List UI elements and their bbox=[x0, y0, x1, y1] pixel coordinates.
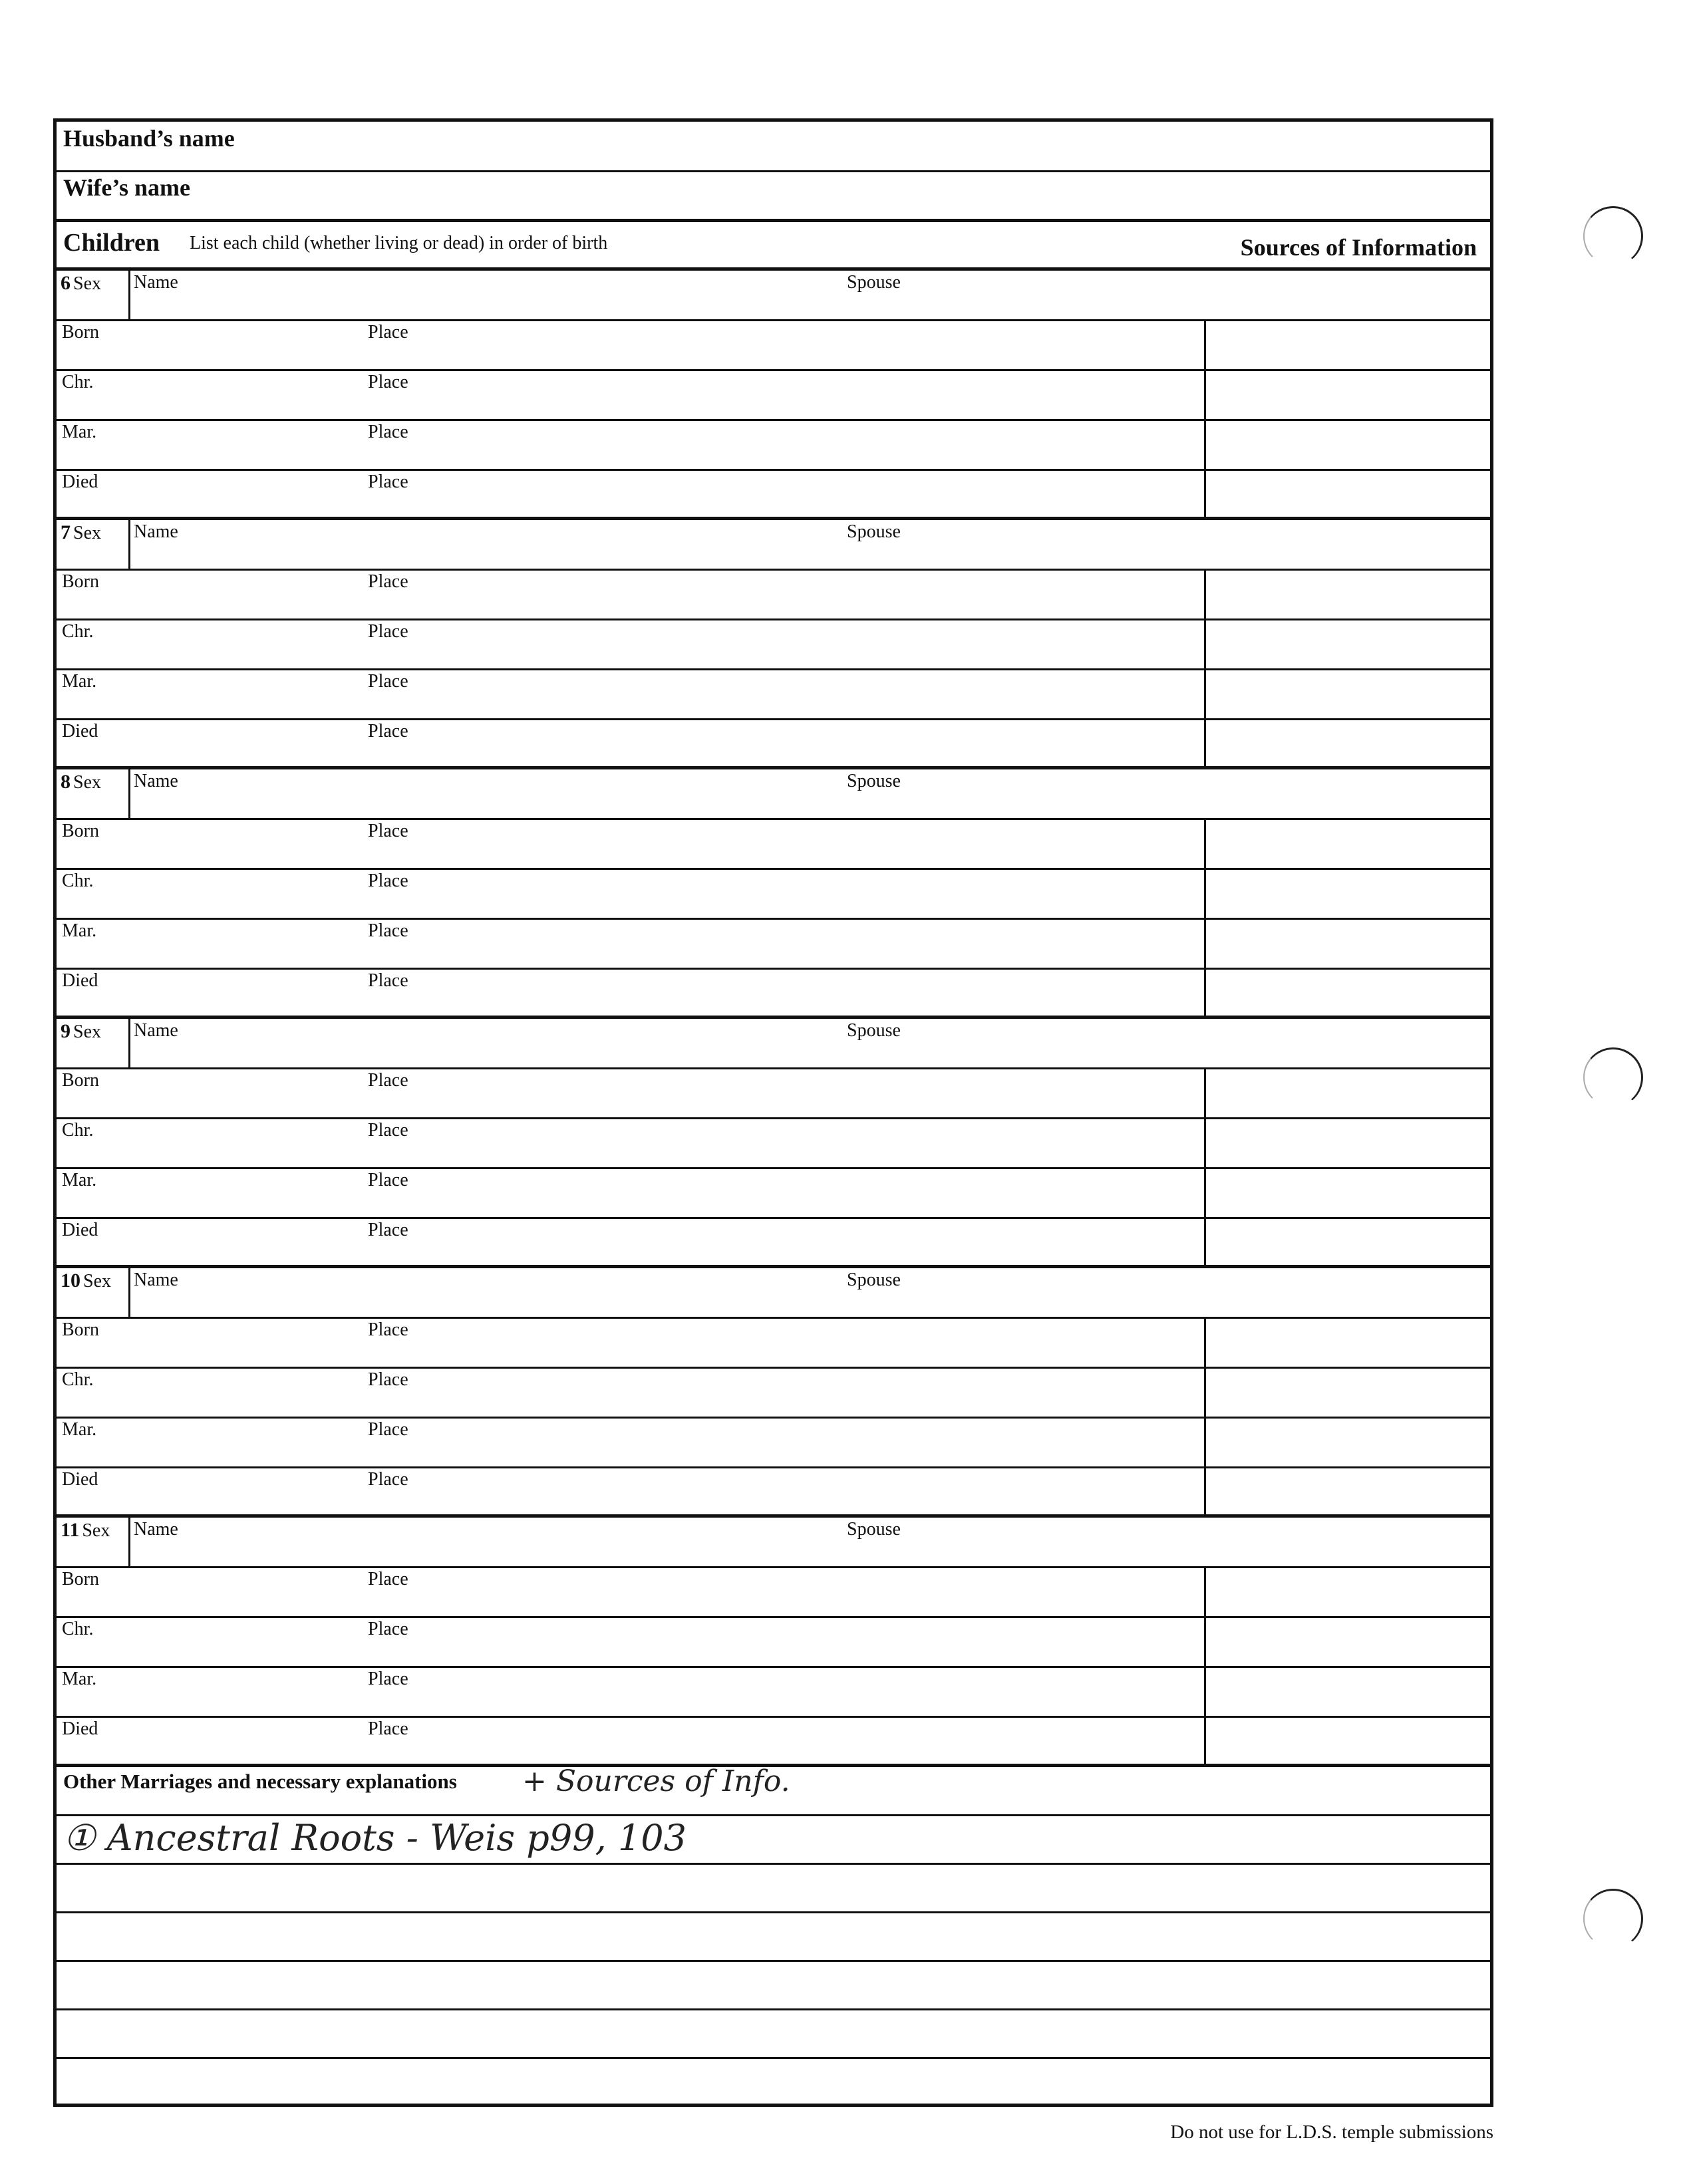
event-place-field[interactable]: Place bbox=[368, 1619, 408, 1639]
row-divider bbox=[57, 1317, 1490, 1319]
sex-label: Sex bbox=[82, 1520, 110, 1541]
child-spouse-field[interactable]: Spouse bbox=[847, 771, 901, 791]
event-label-died[interactable]: Died bbox=[62, 970, 98, 991]
sex-divider bbox=[128, 768, 130, 818]
divider bbox=[57, 219, 1490, 222]
row-divider bbox=[57, 469, 1490, 471]
child-number-sex bbox=[61, 1519, 110, 1542]
event-label-chr[interactable]: Chr. bbox=[62, 372, 94, 392]
event-place-field[interactable]: Place bbox=[368, 1669, 408, 1689]
event-label-born[interactable]: Born bbox=[62, 322, 99, 342]
child-name-field[interactable]: Name bbox=[134, 771, 178, 791]
event-place-field[interactable]: Place bbox=[368, 970, 408, 991]
child-spouse-field[interactable]: Spouse bbox=[847, 1519, 901, 1540]
sex-divider bbox=[128, 519, 130, 569]
child-name-field[interactable]: Name bbox=[134, 272, 178, 293]
event-place-field[interactable]: Place bbox=[368, 1070, 408, 1091]
sex-label: Sex bbox=[73, 772, 101, 793]
event-label-died[interactable]: Died bbox=[62, 472, 98, 492]
event-label-chr[interactable]: Chr. bbox=[62, 1120, 94, 1141]
sex-divider bbox=[128, 1267, 130, 1317]
event-place-field[interactable]: Place bbox=[368, 871, 408, 891]
event-place-field[interactable]: Place bbox=[368, 1319, 408, 1340]
sex-divider bbox=[128, 269, 130, 319]
child-number-sex bbox=[61, 1270, 111, 1292]
event-place-field[interactable]: Place bbox=[368, 671, 408, 692]
child-block-divider bbox=[57, 267, 1490, 271]
row-divider bbox=[57, 1217, 1490, 1219]
row-divider bbox=[57, 1367, 1490, 1369]
event-place-field[interactable]: Place bbox=[368, 571, 408, 592]
child-number: 7 bbox=[61, 521, 71, 543]
wife-name-label: Wife’s name bbox=[63, 174, 190, 201]
row-divider bbox=[57, 1566, 1490, 1568]
explanation-line[interactable] bbox=[57, 1960, 1490, 1962]
row-divider bbox=[57, 1167, 1490, 1169]
event-label-chr[interactable]: Chr. bbox=[62, 871, 94, 891]
child-name-field[interactable]: Name bbox=[134, 521, 178, 542]
event-place-field[interactable]: Place bbox=[368, 472, 408, 492]
child-block-divider bbox=[57, 1016, 1490, 1019]
sex-label: Sex bbox=[73, 273, 101, 294]
binder-hole bbox=[1583, 1047, 1643, 1107]
event-place-field[interactable]: Place bbox=[368, 1220, 408, 1240]
row-divider bbox=[57, 1417, 1490, 1419]
row-divider bbox=[57, 1666, 1490, 1668]
child-block-divider bbox=[57, 517, 1490, 520]
row-divider bbox=[57, 369, 1490, 371]
event-place-field[interactable]: Place bbox=[368, 422, 408, 442]
event-label-chr[interactable]: Chr. bbox=[62, 1619, 94, 1639]
event-label-born[interactable]: Born bbox=[62, 1319, 99, 1340]
child-number: 10 bbox=[61, 1270, 80, 1292]
row-divider bbox=[57, 1716, 1490, 1718]
event-place-field[interactable]: Place bbox=[368, 1120, 408, 1141]
event-place-field[interactable]: Place bbox=[368, 1419, 408, 1440]
event-label-born[interactable]: Born bbox=[62, 821, 99, 841]
other-marriages-label: Other Marriages and necessary explanations bbox=[63, 1770, 457, 1793]
child-block-divider bbox=[57, 1514, 1490, 1518]
explanation-line[interactable] bbox=[57, 1911, 1490, 1913]
child-spouse-field[interactable]: Spouse bbox=[847, 272, 901, 293]
child-name-field[interactable]: Name bbox=[134, 1270, 178, 1290]
row-divider bbox=[57, 569, 1490, 571]
row-divider bbox=[57, 668, 1490, 670]
event-label-mar[interactable]: Mar. bbox=[62, 1170, 97, 1190]
event-label-died[interactable]: Died bbox=[62, 1220, 98, 1240]
row-divider bbox=[57, 918, 1490, 920]
family-group-record-form bbox=[53, 118, 1493, 2107]
explanation-line[interactable] bbox=[57, 2008, 1490, 2010]
event-place-field[interactable]: Place bbox=[368, 920, 408, 941]
explanation-line[interactable] bbox=[57, 1814, 1490, 1816]
event-label-mar[interactable]: Mar. bbox=[62, 1419, 97, 1440]
child-block-divider bbox=[57, 1265, 1490, 1268]
husband-name-label: Husband’s name bbox=[63, 125, 235, 152]
row-divider bbox=[57, 1616, 1490, 1618]
children-label: Children bbox=[63, 229, 160, 257]
event-label-born[interactable]: Born bbox=[62, 1070, 99, 1091]
event-label-mar[interactable]: Mar. bbox=[62, 671, 97, 692]
child-number: 9 bbox=[61, 1020, 71, 1042]
row-divider bbox=[57, 618, 1490, 620]
child-number-sex bbox=[61, 521, 101, 544]
child-number-sex bbox=[61, 771, 101, 793]
event-place-field[interactable]: Place bbox=[368, 821, 408, 841]
row-divider bbox=[57, 818, 1490, 820]
row-divider bbox=[57, 419, 1490, 421]
event-place-field[interactable]: Place bbox=[368, 1369, 408, 1390]
event-label-mar[interactable]: Mar. bbox=[62, 920, 97, 941]
binder-hole bbox=[1583, 206, 1643, 266]
row-divider bbox=[57, 1117, 1490, 1119]
child-spouse-field[interactable]: Spouse bbox=[847, 1270, 901, 1290]
event-place-field[interactable]: Place bbox=[368, 1170, 408, 1190]
row-divider bbox=[57, 718, 1490, 720]
row-divider bbox=[57, 868, 1490, 870]
sex-label: Sex bbox=[73, 1022, 101, 1042]
child-block-divider bbox=[57, 766, 1490, 769]
explanation-line[interactable] bbox=[57, 1863, 1490, 1865]
event-place-field[interactable]: Place bbox=[368, 1469, 408, 1490]
child-spouse-field[interactable]: Spouse bbox=[847, 521, 901, 542]
handwritten-source-entry: ① Ancestral Roots - Weis p99, 103 bbox=[63, 1817, 687, 1859]
event-label-died[interactable]: Died bbox=[62, 1469, 98, 1490]
event-label-born[interactable]: Born bbox=[62, 1569, 99, 1589]
row-divider bbox=[57, 1067, 1490, 1069]
child-name-field[interactable]: Name bbox=[134, 1519, 178, 1540]
event-place-field[interactable]: Place bbox=[368, 621, 408, 642]
row-divider bbox=[57, 968, 1490, 970]
explanation-line[interactable] bbox=[57, 2057, 1490, 2059]
sex-label: Sex bbox=[83, 1271, 111, 1292]
handwritten-sources-heading: + Sources of Info. bbox=[522, 1764, 790, 1798]
event-place-field[interactable]: Place bbox=[368, 721, 408, 742]
binder-hole bbox=[1583, 1889, 1643, 1949]
row-divider bbox=[57, 319, 1490, 321]
event-label-died[interactable]: Died bbox=[62, 721, 98, 742]
event-place-field[interactable]: Place bbox=[368, 322, 408, 342]
event-place-field[interactable]: Place bbox=[368, 1718, 408, 1739]
child-spouse-field[interactable]: Spouse bbox=[847, 1020, 901, 1041]
sex-divider bbox=[128, 1018, 130, 1067]
child-number: 11 bbox=[61, 1519, 80, 1541]
event-label-died[interactable]: Died bbox=[62, 1718, 98, 1739]
divider bbox=[57, 170, 1490, 172]
event-place-field[interactable]: Place bbox=[368, 1569, 408, 1589]
child-name-field[interactable]: Name bbox=[134, 1020, 178, 1041]
event-label-mar[interactable]: Mar. bbox=[62, 422, 97, 442]
event-label-born[interactable]: Born bbox=[62, 571, 99, 592]
child-number-sex bbox=[61, 272, 101, 295]
row-divider bbox=[57, 1466, 1490, 1468]
child-number: 8 bbox=[61, 771, 71, 793]
footer-note: Do not use for L.D.S. temple submissions bbox=[1170, 2121, 1493, 2143]
sex-divider bbox=[128, 1516, 130, 1566]
event-place-field[interactable]: Place bbox=[368, 372, 408, 392]
sources-of-information-label: Sources of Information bbox=[1240, 234, 1477, 261]
child-number-sex bbox=[61, 1020, 101, 1043]
event-label-chr[interactable]: Chr. bbox=[62, 1369, 94, 1390]
children-instruction: List each child (whether living or dead) in order of birth bbox=[190, 233, 608, 253]
child-number: 6 bbox=[61, 272, 71, 294]
event-label-mar[interactable]: Mar. bbox=[62, 1669, 97, 1689]
event-label-chr[interactable]: Chr. bbox=[62, 621, 94, 642]
sex-label: Sex bbox=[73, 523, 101, 543]
